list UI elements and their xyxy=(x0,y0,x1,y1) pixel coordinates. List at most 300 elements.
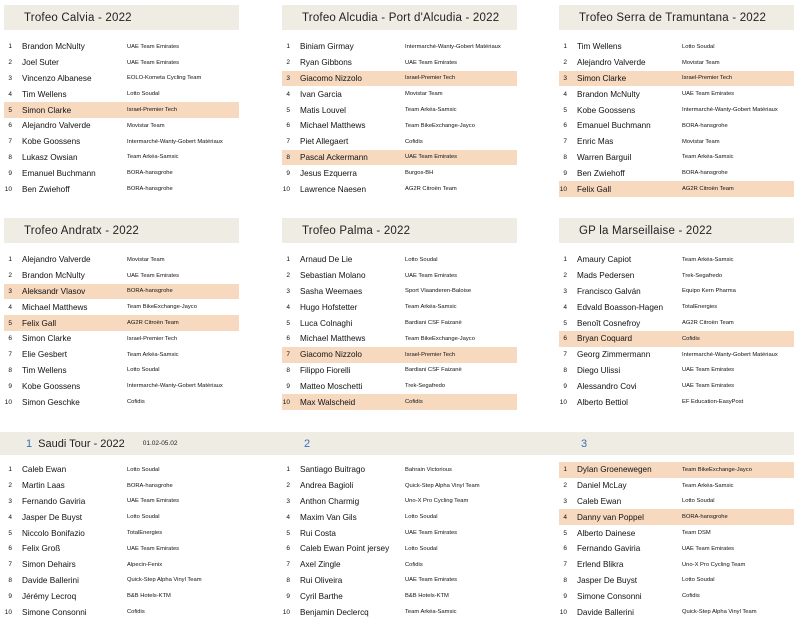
position-number: 3 xyxy=(563,287,567,295)
rider-name: Biniam Girmay xyxy=(300,42,354,52)
position-number: 2 xyxy=(563,59,567,67)
position-number: 7 xyxy=(286,561,290,569)
results-list xyxy=(559,252,794,410)
position-number: 2 xyxy=(286,59,290,67)
position-number: 5 xyxy=(563,106,567,114)
result-row xyxy=(4,378,239,394)
rider-name: Anthon Charmig xyxy=(300,496,360,506)
rider-name: Giacomo Nizzolo xyxy=(300,350,362,360)
rider-name: Jasper De Buyst xyxy=(577,575,638,585)
rider-name: Tim Wellens xyxy=(22,365,67,375)
result-row xyxy=(4,268,239,284)
position-number: 3 xyxy=(8,497,12,505)
position-number: 10 xyxy=(559,185,567,193)
result-row xyxy=(282,284,517,300)
result-row xyxy=(4,134,239,150)
position-number: 6 xyxy=(286,335,290,343)
result-row xyxy=(559,284,794,300)
team-name: Israel-Premier Tech xyxy=(405,75,456,82)
result-row xyxy=(4,150,239,166)
result-row xyxy=(4,102,239,118)
team-name: Israel-Premier Tech xyxy=(127,107,178,114)
rider-name: Francisco Galván xyxy=(577,286,641,296)
team-name: TotalEnergies xyxy=(127,530,163,537)
position-number: 3 xyxy=(8,287,12,295)
rider-name: Arnaud De Lie xyxy=(300,255,353,265)
team-name: Cofidis xyxy=(127,399,145,406)
position-number: 10 xyxy=(559,398,567,406)
result-row xyxy=(282,462,517,478)
rider-name: Davide Ballerini xyxy=(22,575,79,585)
team-name: UAE Team Emirates xyxy=(127,59,180,66)
result-row xyxy=(559,604,794,620)
result-row xyxy=(282,299,517,315)
team-name: Movistar Team xyxy=(405,91,443,98)
team-name: Team Arkéa-Samsic xyxy=(682,482,734,489)
result-row xyxy=(282,134,517,150)
rider-name: Simon Clarke xyxy=(22,105,72,115)
stage-results-list xyxy=(282,462,517,620)
result-row xyxy=(282,604,517,620)
team-name: Lotto Soudal xyxy=(127,514,160,521)
team-name: BORA-hansgrohe xyxy=(682,122,728,129)
rider-name: Michael Matthews xyxy=(300,121,366,131)
result-row xyxy=(559,299,794,315)
result-row xyxy=(282,347,517,363)
results-list xyxy=(559,39,794,197)
result-row xyxy=(559,363,794,379)
result-row xyxy=(282,588,517,604)
team-name: UAE Team Emirates xyxy=(405,59,458,66)
team-name: Movistar Team xyxy=(127,122,165,129)
team-name: B&B Hotels-KTM xyxy=(405,593,449,600)
team-name: Team BikeExchange-Jayco xyxy=(405,335,475,342)
result-row xyxy=(559,86,794,102)
team-name: Team Arkéa-Samsic xyxy=(405,609,457,616)
result-row xyxy=(559,165,794,181)
position-number: 10 xyxy=(282,398,290,406)
result-row xyxy=(4,284,239,300)
result-row xyxy=(559,252,794,268)
position-number: 2 xyxy=(563,482,567,490)
team-name: Cofidis xyxy=(682,335,700,342)
team-name: Cofidis xyxy=(405,561,423,568)
rider-name: Ivan Garcia xyxy=(300,89,342,99)
rider-name: Caleb Ewan xyxy=(22,465,67,475)
team-name: Lotto Soudal xyxy=(127,367,160,374)
rider-name: Enric Mas xyxy=(577,137,614,147)
result-row xyxy=(559,462,794,478)
team-name: UAE Team Emirates xyxy=(682,383,735,390)
rider-name: Maxim Van Gils xyxy=(300,512,357,522)
rider-name: Simon Clarke xyxy=(577,73,627,83)
result-row xyxy=(282,86,517,102)
result-row xyxy=(4,604,239,620)
team-name: Israel-Premier Tech xyxy=(682,75,733,82)
result-row xyxy=(282,573,517,589)
result-row xyxy=(4,118,239,134)
rider-name: Piet Allegaert xyxy=(300,137,349,147)
result-row xyxy=(4,55,239,71)
rider-name: Aleksandr Vlasov xyxy=(22,286,86,296)
team-name: Israel-Premier Tech xyxy=(127,335,178,342)
position-number: 6 xyxy=(8,545,12,553)
position-number: 1 xyxy=(563,256,567,264)
result-row xyxy=(282,378,517,394)
position-number: 1 xyxy=(8,256,12,264)
team-name: UAE Team Emirates xyxy=(682,545,735,552)
rider-name: Erlend Blikra xyxy=(577,560,624,570)
result-row xyxy=(559,331,794,347)
position-number: 8 xyxy=(563,576,567,584)
rider-name: Michael Matthews xyxy=(300,334,366,344)
rider-name: Tim Wellens xyxy=(22,89,67,99)
position-number: 4 xyxy=(8,303,12,311)
rider-name: Fernando Gaviria xyxy=(577,544,641,554)
team-name: Uno-X Pro Cycling Team xyxy=(682,561,746,568)
rider-name: Matis Louvel xyxy=(300,105,346,115)
race-panel xyxy=(4,218,239,410)
result-row xyxy=(559,39,794,55)
position-number: 6 xyxy=(563,335,567,343)
result-row xyxy=(282,315,517,331)
position-number: 7 xyxy=(8,138,12,146)
result-row xyxy=(559,118,794,134)
rider-name: Filippo Fiorelli xyxy=(300,365,351,375)
result-row xyxy=(559,268,794,284)
race-title: GP la Marseillaise - 2022 xyxy=(559,218,794,243)
rider-name: Felix Gall xyxy=(577,184,612,194)
result-row xyxy=(559,525,794,541)
rider-name: Ben Zwiehoff xyxy=(577,168,625,178)
result-row xyxy=(559,588,794,604)
result-row xyxy=(4,331,239,347)
result-row xyxy=(559,557,794,573)
rider-name: Simon Dehairs xyxy=(22,560,76,570)
rider-name: Andrea Bagioli xyxy=(300,481,354,491)
position-number: 7 xyxy=(563,561,567,569)
position-number: 5 xyxy=(286,319,290,327)
team-name: Team DSM xyxy=(682,530,711,537)
team-name: Bardiani CSF Faizanè xyxy=(405,367,462,374)
rider-name: Emanuel Buchmann xyxy=(577,121,651,131)
results-list xyxy=(282,39,517,197)
team-name: Quick-Step Alpha Vinyl Team xyxy=(127,577,202,584)
rider-name: Sasha Weemaes xyxy=(300,286,363,296)
position-number: 3 xyxy=(563,497,567,505)
position-number: 4 xyxy=(8,513,12,521)
position-number: 8 xyxy=(286,366,290,374)
team-name: Bardiani CSF Faizanè xyxy=(405,320,462,327)
team-name: AG2R Citroën Team xyxy=(127,320,179,327)
team-name: UAE Team Emirates xyxy=(682,91,735,98)
team-name: Quick-Step Alpha Vinyl Team xyxy=(682,609,757,616)
position-number: 6 xyxy=(8,122,12,130)
race-title: Trofeo Serra de Tramuntana - 2022 xyxy=(559,5,794,30)
result-row xyxy=(282,268,517,284)
team-name: Lotto Soudal xyxy=(682,577,715,584)
result-row xyxy=(4,347,239,363)
stage-number: 1 xyxy=(26,437,33,450)
rider-name: Warren Barguil xyxy=(577,152,632,162)
team-name: TotalEnergies xyxy=(682,304,718,311)
rider-name: Bryan Coquard xyxy=(577,334,633,344)
team-name: UAE Team Emirates xyxy=(127,272,180,279)
result-row xyxy=(4,39,239,55)
result-row xyxy=(282,165,517,181)
rider-name: Kobe Goossens xyxy=(577,105,636,115)
rider-name: Fernando Gaviria xyxy=(22,496,86,506)
rider-name: Simone Consonni xyxy=(577,591,642,601)
position-number: 10 xyxy=(4,608,12,616)
rider-name: Davide Ballerini xyxy=(577,607,634,617)
rider-name: Brandon McNulty xyxy=(22,271,85,281)
team-name: UAE Team Emirates xyxy=(405,530,458,537)
rider-name: Rui Oliveira xyxy=(300,575,343,585)
position-number: 10 xyxy=(559,608,567,616)
position-number: 4 xyxy=(286,90,290,98)
result-row xyxy=(282,181,517,197)
result-row xyxy=(559,509,794,525)
rider-name: Matteo Moschetti xyxy=(300,381,363,391)
result-row xyxy=(559,102,794,118)
team-name: Intermarché-Wanty-Gobert Matériaux xyxy=(127,383,223,390)
team-name: Lotto Soudal xyxy=(127,91,160,98)
position-number: 4 xyxy=(286,513,290,521)
position-number: 3 xyxy=(8,74,12,82)
position-number: 6 xyxy=(563,122,567,130)
result-row xyxy=(4,71,239,87)
team-name: Equipo Kern Pharma xyxy=(682,288,736,295)
team-name: Lotto Soudal xyxy=(405,514,438,521)
position-number: 3 xyxy=(286,287,290,295)
result-row xyxy=(559,478,794,494)
position-number: 1 xyxy=(8,466,12,474)
stage-number: 3 xyxy=(581,437,588,450)
position-number: 5 xyxy=(286,106,290,114)
position-number: 2 xyxy=(563,272,567,280)
result-row xyxy=(559,134,794,150)
result-row xyxy=(559,573,794,589)
position-number: 2 xyxy=(8,59,12,67)
position-number: 9 xyxy=(563,382,567,390)
result-row xyxy=(559,494,794,510)
rider-name: Brandon McNulty xyxy=(22,42,85,52)
result-row xyxy=(4,252,239,268)
team-name: Bahrain Victorious xyxy=(405,466,452,473)
rider-name: Simone Consonni xyxy=(22,607,87,617)
result-row xyxy=(4,394,239,410)
rider-name: Alejandro Valverde xyxy=(22,255,91,265)
position-number: 3 xyxy=(286,497,290,505)
position-number: 10 xyxy=(282,185,290,193)
rider-name: Axel Zingle xyxy=(300,560,341,570)
rider-name: Alberto Dainese xyxy=(577,528,636,538)
team-name: Cofidis xyxy=(682,593,700,600)
position-number: 6 xyxy=(563,545,567,553)
team-name: Intermarché-Wanty-Gobert Matériaux xyxy=(405,43,501,50)
result-row xyxy=(4,478,239,494)
team-name: BORA-hansgrohe xyxy=(127,170,173,177)
team-name: Team Arkéa-Samsic xyxy=(405,304,457,311)
team-name: Lotto Soudal xyxy=(682,43,715,50)
position-number: 9 xyxy=(563,592,567,600)
rider-name: Alejandro Valverde xyxy=(577,58,646,68)
team-name: BORA-hansgrohe xyxy=(127,288,173,295)
position-number: 8 xyxy=(8,366,12,374)
result-row xyxy=(4,299,239,315)
result-row xyxy=(282,394,517,410)
team-name: Uno-X Pro Cycling Team xyxy=(405,498,469,505)
result-row xyxy=(282,525,517,541)
team-name: Trek-Segafredo xyxy=(405,383,446,390)
team-name: Sport Vlaanderen-Baloise xyxy=(405,288,472,295)
position-number: 1 xyxy=(286,466,290,474)
position-number: 5 xyxy=(8,106,12,114)
race-panel xyxy=(559,5,794,197)
result-row xyxy=(282,494,517,510)
result-row xyxy=(282,363,517,379)
rider-name: Alessandro Covi xyxy=(577,381,637,391)
result-row xyxy=(282,331,517,347)
team-name: Intermarché-Wanty-Gobert Matériaux xyxy=(682,107,778,114)
position-number: 9 xyxy=(8,169,12,177)
team-name: Trek-Segafredo xyxy=(682,272,723,279)
result-row xyxy=(282,55,517,71)
result-row xyxy=(559,71,794,87)
team-name: Team Arkéa-Samsic xyxy=(405,107,457,114)
race-panel xyxy=(282,218,517,410)
rider-name: Giacomo Nizzolo xyxy=(300,73,362,83)
position-number: 4 xyxy=(563,90,567,98)
rider-name: Daniel McLay xyxy=(577,481,627,491)
rider-name: Benoît Cosnefroy xyxy=(577,318,641,328)
stage-results-list xyxy=(4,462,239,620)
position-number: 10 xyxy=(4,185,12,193)
race-title: Trofeo Andratx - 2022 xyxy=(4,218,239,243)
team-name: BORA-hansgrohe xyxy=(127,482,173,489)
rider-name: Caleb Ewan Point jersey xyxy=(300,544,390,554)
results-list xyxy=(4,252,239,410)
position-number: 7 xyxy=(563,138,567,146)
team-name: AG2R Citroën Team xyxy=(682,320,734,327)
team-name: Lotto Soudal xyxy=(682,498,715,505)
position-number: 8 xyxy=(563,366,567,374)
team-name: EOLO-Kometa Cycling Team xyxy=(127,75,202,82)
position-number: 6 xyxy=(8,335,12,343)
rider-name: Jérémy Lecroq xyxy=(22,591,77,601)
result-row xyxy=(4,86,239,102)
team-name: Team Arkéa-Samsic xyxy=(682,256,734,263)
rider-name: Amaury Capiot xyxy=(577,255,632,265)
team-name: Team BikeExchange-Jayco xyxy=(682,466,752,473)
position-number: 5 xyxy=(286,529,290,537)
team-name: Intermarché-Wanty-Gobert Matériaux xyxy=(127,138,223,145)
position-number: 7 xyxy=(8,351,12,359)
result-row xyxy=(282,252,517,268)
race-title: Trofeo Calvia - 2022 xyxy=(4,5,239,30)
rider-name: Rui Costa xyxy=(300,528,336,538)
position-number: 1 xyxy=(286,256,290,264)
team-name: Team Arkéa-Samsic xyxy=(682,154,734,161)
position-number: 8 xyxy=(563,153,567,161)
rider-name: Joel Suter xyxy=(22,58,59,68)
team-name: Cofidis xyxy=(127,609,145,616)
rider-name: Brandon McNulty xyxy=(577,89,640,99)
team-name: UAE Team Emirates xyxy=(127,43,180,50)
result-row xyxy=(282,478,517,494)
rider-name: Tim Wellens xyxy=(577,42,622,52)
team-name: Movistar Team xyxy=(682,138,720,145)
rider-name: Ben Zwiehoff xyxy=(22,184,70,194)
result-row xyxy=(4,525,239,541)
stage-number: 2 xyxy=(304,437,311,450)
result-row xyxy=(4,494,239,510)
tour-dates: 01.02-05.02 xyxy=(142,440,178,447)
rider-name: Jesus Ezquerra xyxy=(300,168,357,178)
tour-title: Saudi Tour - 2022 xyxy=(38,437,125,450)
team-name: UAE Team Emirates xyxy=(405,272,458,279)
team-name: Lotto Soudal xyxy=(127,466,160,473)
rider-name: Caleb Ewan xyxy=(577,496,622,506)
position-number: 1 xyxy=(286,43,290,51)
team-name: B&B Hotels-KTM xyxy=(127,593,171,600)
position-number: 9 xyxy=(286,169,290,177)
team-name: BORA-hansgrohe xyxy=(682,170,728,177)
rider-name: Alberto Bettiol xyxy=(577,397,628,407)
position-number: 6 xyxy=(286,545,290,553)
position-number: 9 xyxy=(286,592,290,600)
results-list xyxy=(282,252,517,410)
position-number: 4 xyxy=(563,303,567,311)
position-number: 4 xyxy=(563,513,567,521)
position-number: 5 xyxy=(563,319,567,327)
rider-name: Luca Colnaghi xyxy=(300,318,353,328)
position-number: 7 xyxy=(286,351,290,359)
team-name: UAE Team Emirates xyxy=(127,545,180,552)
rider-name: Elie Gesbert xyxy=(22,350,68,360)
result-row xyxy=(282,71,517,87)
position-number: 2 xyxy=(8,482,12,490)
position-number: 7 xyxy=(286,138,290,146)
position-number: 10 xyxy=(4,398,12,406)
rider-name: Diego Ulissi xyxy=(577,365,621,375)
position-number: 8 xyxy=(8,576,12,584)
team-name: Team BikeExchange-Jayco xyxy=(127,304,197,311)
team-name: Movistar Team xyxy=(127,256,165,263)
rider-name: Felix Gall xyxy=(22,318,57,328)
team-name: Cofidis xyxy=(405,138,423,145)
position-number: 7 xyxy=(563,351,567,359)
position-number: 9 xyxy=(286,382,290,390)
rider-name: Jasper De Buyst xyxy=(22,512,83,522)
result-row xyxy=(559,378,794,394)
rider-name: Lukasz Owsian xyxy=(22,152,78,162)
result-row xyxy=(4,588,239,604)
position-number: 6 xyxy=(286,122,290,130)
team-name: Team Arkéa-Samsic xyxy=(127,154,179,161)
team-name: Alpecin-Fenix xyxy=(127,561,163,568)
position-number: 1 xyxy=(563,466,567,474)
position-number: 8 xyxy=(8,153,12,161)
team-name: Israel-Premier Tech xyxy=(405,351,456,358)
position-number: 5 xyxy=(8,529,12,537)
rider-name: Kobe Goossens xyxy=(22,381,81,391)
team-name: Cofidis xyxy=(405,399,423,406)
rider-name: Simon Geschke xyxy=(22,397,80,407)
result-row xyxy=(559,394,794,410)
position-number: 5 xyxy=(563,529,567,537)
